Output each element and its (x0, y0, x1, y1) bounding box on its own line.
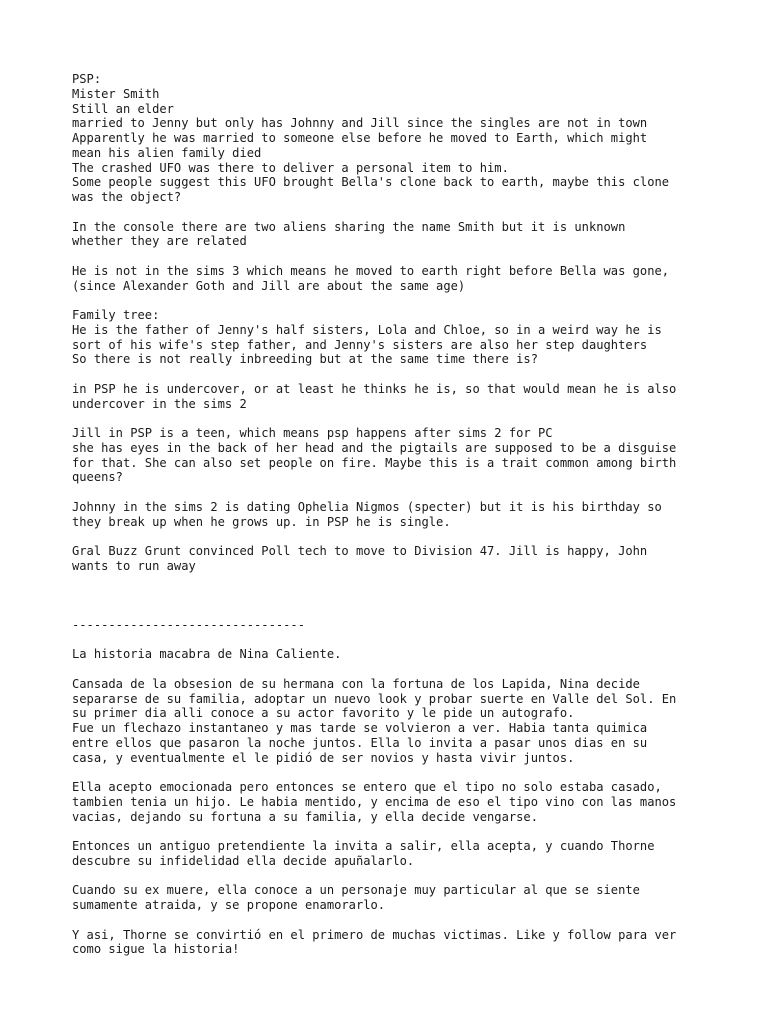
text-line: sumamente atraida, y se propone enamorarlo. (72, 898, 386, 912)
text-line: tambien tenia un hijo. Le habia mentido, y encima de eso el tipo vino con las manos (72, 794, 677, 809)
text-line: married to Jenny but only has Johnny and Jill since the singles are not in town (72, 116, 648, 131)
text-line: Cuando su ex muere, ella conoce a un personaje muy particular al que se siente (72, 883, 640, 898)
paragraph-jill (72, 426, 712, 485)
text-line: was the object? (72, 190, 182, 204)
text-line: mean his alien family died (72, 145, 262, 160)
text-line: He is the father of Jenny's half sisters, Lola and Chloe, so in a weird way he is (72, 322, 662, 337)
text-line: casa, y eventualmente el le pidió de ser novios y hasta vivir juntos. (72, 750, 575, 765)
paragraph-johnny (72, 500, 712, 530)
text-line: Mister Smith (72, 86, 160, 101)
text-line: (since Alexander Goth and Jill are about the same age) (72, 278, 466, 293)
text-line: entre ellos que pasaron la noche juntos. Ella lo invita a pasar unos dias en su (72, 735, 648, 750)
blank-line (72, 588, 712, 603)
text-line: separarse de su familia, adoptar un nuevo look y probar suerte en Valle del Sol. En (72, 691, 677, 706)
text-line: So there is not really inbreeding but at the same time there is? (72, 352, 538, 367)
paragraph-nina-ending (72, 928, 712, 958)
text-line: Still an elder (72, 101, 174, 116)
text-line: wants to run away (72, 558, 196, 573)
text-line: He is not in the sims 3 which means he moved to earth right before Bella was gone, (72, 263, 670, 278)
blank-line (72, 603, 712, 618)
text-line: Jill in PSP is a teen, which means psp happens after sims 2 for PC (72, 426, 553, 440)
paragraph-nina-revenge (72, 839, 712, 869)
text-line: Apparently he was married to someone else before he moved to Earth, which might (72, 131, 648, 145)
text-line: su primer dia alli conoce a su actor favorito y le pide un autografo. (72, 706, 575, 721)
dashed-separator: -------------------------------- (72, 617, 305, 632)
story-title (72, 647, 712, 662)
text-line: vacias, dejando su fortuna a su familia, y ella decide vengarse. (72, 809, 538, 824)
text-line: Johnny in the sims 2 is dating Ophelia Nigmos (specter) but it is his birthday so (72, 499, 662, 514)
text-line: sort of his wife's step father, and Jenny's sisters are also her step daughters (72, 337, 648, 352)
paragraph-undercover (72, 382, 712, 412)
text-line: como sigue la historia! (72, 942, 240, 957)
text-line: in PSP he is undercover, or at least he thinks he is, so that would mean he is also (72, 381, 677, 396)
text-line: Ella acepto emocionada pero entonces se entero que el tipo no solo estaba casado, (72, 780, 662, 794)
text-line: Cansada de la obsesion de su hermana con la fortuna de los Lapida, Nina decide (72, 676, 640, 691)
text-line: undercover in the sims 2 (72, 396, 247, 411)
paragraph-sims3 (72, 264, 712, 294)
text-line: descubre su infidelidad ella decide apuñalarlo. (72, 853, 415, 868)
paragraph-nina-intro (72, 677, 712, 766)
text-line: Y asi, Thorne se convirtió en el primero de muchas victimas. Like y follow para ver (72, 927, 677, 942)
text-line: PSP: (72, 72, 102, 86)
text-line: they break up when he grows up. in PSP he is single. (72, 514, 451, 529)
text-line: Gral Buzz Grunt convinced Poll tech to move to Division 47. Jill is happy, John (72, 544, 648, 558)
paragraph-nina-betrayal (72, 780, 712, 824)
text-line: La historia macabra de Nina Caliente. (72, 647, 342, 662)
paragraph-buzz-grunt (72, 544, 712, 574)
text-line: Entonces un antiguo pretendiente la invita a salir, ella acepta, y cuando Thorne (72, 839, 655, 853)
text-line: Fue un flechazo instantaneo y mas tarde se volvieron a ver. Habia tanta quimica (72, 721, 648, 735)
text-line: The crashed UFO was there to deliver a personal item to him. (72, 160, 509, 175)
separator-block (72, 588, 712, 632)
text-line: queens? (72, 470, 123, 485)
paragraph-family-tree (72, 308, 712, 367)
text-line: for that. She can also set people on fire. Maybe this is a trait common among birth (72, 455, 677, 470)
paragraph-console-aliens (72, 220, 712, 250)
paragraph-nina-new-love (72, 883, 712, 913)
document-page (72, 72, 712, 957)
text-line: Family tree: (72, 308, 160, 322)
text-line: whether they are related (72, 234, 247, 249)
text-line: In the console there are two aliens sharing the name Smith but it is unknown (72, 219, 626, 234)
paragraph-psp-notes (72, 72, 712, 205)
text-line: Some people suggest this UFO brought Bella's clone back to earth, maybe this clone (72, 175, 670, 190)
text-line: she has eyes in the back of her head and the pigtails are supposed to be a disguise (72, 440, 677, 455)
